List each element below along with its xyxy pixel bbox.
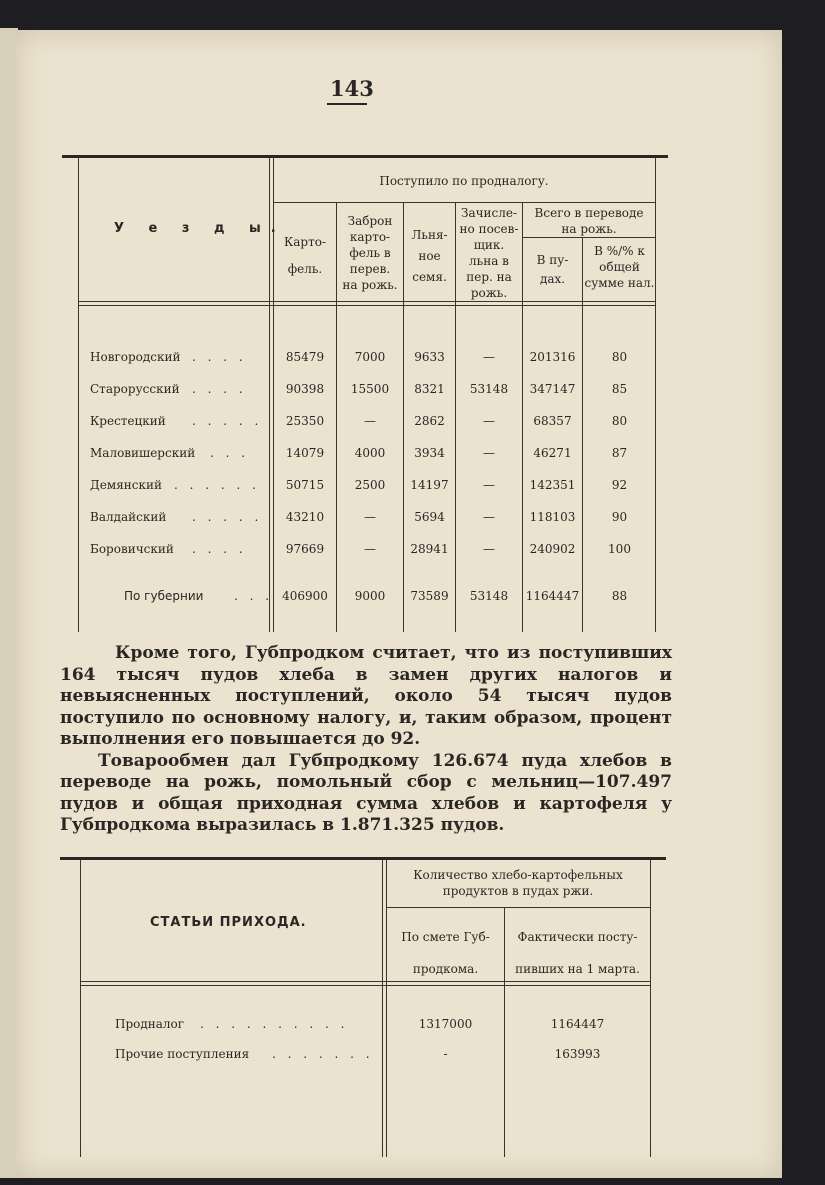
income-row-fakt: 163993 [554,1047,601,1061]
body-text [60,643,672,837]
table-total-row: По губернии . . . 406900 9000 73589 53148 1164447 88 [124,589,628,603]
page-number: 143 [330,76,374,101]
header-rule-double [80,985,650,986]
income-row-label: Продналог [115,1017,185,1031]
group-rule [386,907,650,908]
col-header-stati: СТАТЬИ ПРИХОДА. [150,915,307,930]
table-top-rule [62,155,668,158]
income-row-smeta: - [443,1047,448,1061]
income-items-table [60,857,666,1157]
col-header-smeta: По смете Губ- продкома. [401,930,490,976]
paragraph: Товарообмен дал Губпродкому 126.674 пуда хлебов в переводе на рожь, помольный сбор с мельниц—107.497 пудов и общая приходная сумма хлебов и картофеля у Губпродкома выразилась в 1.871.325 пудов. [60,750,672,835]
table-row: Боровичский . . . . 97669 — 28941 — 240902 100 [90,542,631,556]
group-rule [273,202,655,203]
col-header-uezdy: У е з д ы. [114,221,286,236]
income-row-dots: . . . . . . . . . . [200,1017,349,1031]
header-rule [78,301,655,302]
col-divider [386,860,387,1157]
income-row-fakt: 1164447 [550,1017,605,1031]
table-row: Демянский . . . . . . 50715 2500 14197 — 142351 92 [90,478,628,492]
col-group-header: Поступило по продналогу. [379,174,549,188]
col-header-zachisleno: Зачисле- но посев- щик. льна в пер. на рожь. [459,206,519,300]
col-header-fakt: Фактически посту- пивших на 1 марта. [515,930,640,976]
col-header-lnyanoe: Льня- ное семя. [411,228,448,284]
table-row: Новгородский . . . . 85479 7000 9633 — 201316 80 [90,350,628,364]
subgroup-rule [522,237,655,238]
table-left-border [80,860,81,1157]
table-right-border [650,860,651,1157]
col-group-header: Количество хлебо-картофельных продуктов в пудах ржи. [413,868,623,898]
col-header-v-pudah: В пу- дах. [536,253,569,286]
table-row: Старорусский . . . . 90398 15500 8321 53148 347147 85 [90,382,628,396]
income-row-smeta: 1317000 [418,1017,473,1031]
col-divider [382,860,383,1157]
header-rule-double [78,305,655,306]
table-top-rule [60,857,666,860]
income-row-label: Прочие поступления [115,1047,250,1061]
col-header-kartofel: Карто- фель. [283,235,327,276]
grain-tax-table [62,155,668,635]
income-row-dots: . . . . . . . [272,1047,374,1061]
table-row: Крестецкий . . . . . 25350 — 2862 — 68357 80 [90,414,628,428]
col-header-percent: В %/% к общей сумме нал. [584,244,655,290]
col-header-vsego: Всего в переводе на рожь. [534,206,644,236]
page-number-underline [327,103,367,105]
table-row: Валдайский . . . . . 43210 — 5694 — 118103 90 [90,510,628,524]
paragraph: Кроме того, Губпродком считает, что из поступивших 164 тысяч пудов хлеба в замен других налогов и невыясненных поступлений, около 54 тысяч пудов поступило по основному налогу, и, таким образом, процент выполнения его повышается до 92. [60,643,672,749]
col-header-zabron: Заброн карто- фель в перев. на рожь. [342,214,398,292]
col-divider [582,237,583,632]
table-row: Маловишерский . . . 14079 4000 3934 — 46271 87 [90,446,628,460]
